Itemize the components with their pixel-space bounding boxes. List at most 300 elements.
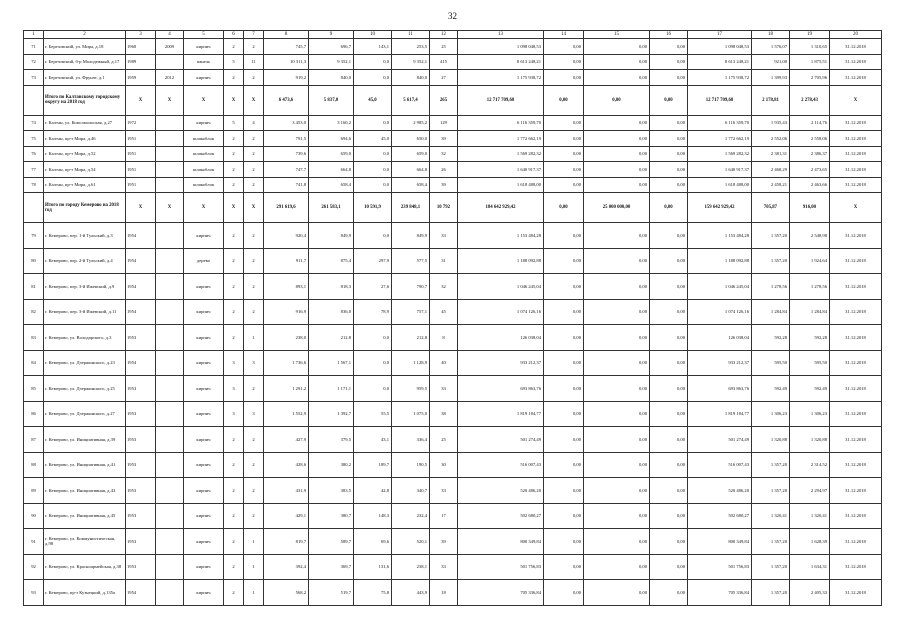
- value-cell: 705,87: [752, 193, 790, 223]
- value-cell: 2 468,29: [752, 162, 790, 178]
- address-cell: г. Кемерово, ул. Дзержинского, д.25: [44, 376, 126, 402]
- value-cell: 2: [224, 223, 244, 249]
- value-cell: 31.12.2018: [830, 177, 882, 193]
- value-cell: 0,00: [650, 478, 688, 504]
- value-cell: 0,00: [584, 325, 650, 351]
- value-cell: 2: [224, 248, 244, 274]
- value-cell: 75,8: [354, 580, 392, 606]
- value-cell: 1954: [126, 299, 156, 325]
- value-cell: 1 399,93: [752, 70, 790, 86]
- value-cell: 2 558,06: [790, 131, 830, 147]
- value-cell: 0,00: [584, 115, 650, 131]
- value-cell: 0,00: [650, 54, 688, 70]
- value-cell: 239 848,1: [392, 193, 430, 223]
- value-cell: 1953: [126, 452, 156, 478]
- value-cell: 1 074 126,16: [458, 299, 544, 325]
- address-cell: г. Березовский, ул. Мира, д.18: [44, 39, 126, 55]
- value-cell: 664,8: [309, 162, 354, 178]
- value-cell: 0,00: [650, 193, 688, 223]
- value-cell: 369,7: [309, 554, 354, 580]
- value-cell: 31.12.2018: [830, 325, 882, 351]
- value-cell: 0,00: [584, 274, 650, 300]
- table-row: [24, 223, 882, 249]
- value-cell: 1 357,20: [752, 529, 790, 555]
- value-cell: 2: [224, 452, 244, 478]
- value-cell: кирпич: [184, 478, 224, 504]
- value-cell: 0,00: [544, 115, 584, 131]
- value-cell: 592,49: [790, 376, 830, 402]
- value-cell: 893,1: [264, 274, 309, 300]
- value-cell: [156, 350, 184, 376]
- column-number-cell: 9: [309, 31, 354, 39]
- value-cell: 2: [224, 274, 244, 300]
- value-cell: 12 717 709,68: [458, 85, 544, 115]
- value-cell: 0,00: [584, 401, 650, 427]
- value-cell: 1 772 662,19: [688, 131, 752, 147]
- value-cell: 516 007,43: [458, 452, 544, 478]
- value-cell: 0,0: [354, 325, 392, 351]
- value-cell: 0,0: [354, 54, 392, 70]
- value-cell: 1 046 245,04: [688, 274, 752, 300]
- value-cell: 658,4: [392, 177, 430, 193]
- value-cell: 25: [430, 39, 458, 55]
- column-number-cell: 14: [544, 31, 584, 39]
- value-cell: [156, 529, 184, 555]
- table-row: [24, 478, 882, 504]
- value-cell: 1953: [126, 529, 156, 555]
- address-cell: Итого по городу Кемерово на 2018 год: [44, 193, 126, 223]
- value-cell: 849,9: [392, 223, 430, 249]
- value-cell: 2: [224, 427, 244, 453]
- value-cell: 1954: [126, 580, 156, 606]
- value-cell: 1 569 282,32: [458, 146, 544, 162]
- value-cell: 919,2: [264, 70, 309, 86]
- value-cell: 126 038,04: [458, 325, 544, 351]
- value-cell: 1972: [126, 115, 156, 131]
- value-cell: 0,00: [584, 85, 650, 115]
- value-cell: 42,8: [354, 478, 392, 504]
- value-cell: 1 284,84: [752, 299, 790, 325]
- value-cell: 2 314,52: [790, 452, 830, 478]
- address-cell: г. Кемерово, ул. Инициативная, д.39: [44, 427, 126, 453]
- value-cell: 0,00: [584, 376, 650, 402]
- value-cell: 9 352,1: [392, 54, 430, 70]
- value-cell: 380,7: [309, 503, 354, 529]
- value-cell: 790,7: [392, 274, 430, 300]
- value-cell: 31.12.2018: [830, 131, 882, 147]
- value-cell: 595,50: [790, 350, 830, 376]
- address-cell: г. Калтан, ул. Комсомольская, д.27: [44, 115, 126, 131]
- row-number-cell: 89: [24, 478, 44, 504]
- value-cell: 0,00: [544, 248, 584, 274]
- value-cell: 921,00: [752, 54, 790, 70]
- value-cell: 516 007,43: [688, 452, 752, 478]
- value-cell: 696,7: [309, 39, 354, 55]
- value-cell: 212,8: [309, 325, 354, 351]
- row-number-cell: 91: [24, 529, 44, 555]
- row-number-cell: [24, 85, 44, 115]
- value-cell: 1951: [126, 177, 156, 193]
- row-number-cell: [24, 193, 44, 223]
- value-cell: 39: [430, 131, 458, 147]
- value-cell: 0,0: [354, 350, 392, 376]
- value-cell: 31.12.2018: [830, 70, 882, 86]
- value-cell: 2 985,2: [392, 115, 430, 131]
- value-cell: 568,2: [264, 580, 309, 606]
- address-cell: г. Калтан, пр-т Мира, д.52: [44, 146, 126, 162]
- value-cell: 45,0: [354, 85, 392, 115]
- value-cell: 1954: [126, 223, 156, 249]
- value-cell: 0,00: [584, 554, 650, 580]
- value-cell: 30: [430, 452, 458, 478]
- value-cell: 6 116 359,70: [458, 115, 544, 131]
- value-cell: 31.12.2018: [830, 54, 882, 70]
- value-cell: 1 188 092,88: [458, 248, 544, 274]
- value-cell: 253,5: [392, 39, 430, 55]
- table-row: [24, 554, 882, 580]
- value-cell: 0,0: [354, 115, 392, 131]
- value-cell: 2: [224, 162, 244, 178]
- value-cell: 1 924,64: [790, 248, 830, 274]
- value-cell: шлакоблок: [184, 162, 224, 178]
- row-number-cell: 73: [24, 70, 44, 86]
- value-cell: 31.12.2018: [830, 115, 882, 131]
- value-cell: 10 591,9: [354, 193, 392, 223]
- value-cell: 0,0: [354, 70, 392, 86]
- value-cell: 840,0: [392, 70, 430, 86]
- value-cell: 0,00: [650, 554, 688, 580]
- row-number-cell: 76: [24, 146, 44, 162]
- value-cell: 0,00: [544, 39, 584, 55]
- value-cell: 1 278,56: [790, 274, 830, 300]
- value-cell: 1 098 048,53: [458, 39, 544, 55]
- table-row: [24, 115, 882, 131]
- value-cell: 2: [224, 580, 244, 606]
- value-cell: 0,00: [544, 350, 584, 376]
- value-cell: 2: [244, 70, 264, 86]
- value-cell: 0,00: [584, 580, 650, 606]
- value-cell: 3: [224, 401, 244, 427]
- value-cell: 431,9: [264, 478, 309, 504]
- value-cell: 0,00: [584, 427, 650, 453]
- value-cell: 2 381,31: [752, 146, 790, 162]
- value-cell: 33: [430, 223, 458, 249]
- value-cell: 0,00: [584, 70, 650, 86]
- value-cell: 31.12.2018: [830, 452, 882, 478]
- value-cell: 31.12.2018: [830, 427, 882, 453]
- value-cell: 2009: [156, 39, 184, 55]
- value-cell: 1 357,20: [752, 452, 790, 478]
- value-cell: 520 486,20: [458, 478, 544, 504]
- address-cell: г. Кемерово, ул. Коммунистическая, д.98: [44, 529, 126, 555]
- value-cell: 2 386,37: [790, 146, 830, 162]
- value-cell: 38: [430, 401, 458, 427]
- value-cell: 31.12.2018: [830, 401, 882, 427]
- value-cell: 0,00: [544, 177, 584, 193]
- value-cell: 501 274,49: [688, 427, 752, 453]
- value-cell: 501 274,49: [458, 427, 544, 453]
- value-cell: [156, 478, 184, 504]
- value-cell: 1 618 488,00: [458, 177, 544, 193]
- value-cell: [156, 131, 184, 147]
- value-cell: 0,00: [584, 452, 650, 478]
- value-cell: 577,5: [392, 248, 430, 274]
- value-cell: 2 705,96: [790, 70, 830, 86]
- value-cell: 1 320,41: [752, 503, 790, 529]
- value-cell: 1954: [126, 350, 156, 376]
- value-cell: 1951: [126, 146, 156, 162]
- table-row: [24, 325, 882, 351]
- value-cell: 502 680,27: [458, 503, 544, 529]
- value-cell: 520 486,20: [688, 478, 752, 504]
- value-cell: 1 153 484,28: [458, 223, 544, 249]
- address-cell: г. Кемерово, пр-т Кузнецкий, д.135а: [44, 580, 126, 606]
- value-cell: 184 642 929,42: [458, 193, 544, 223]
- value-cell: 2 178,81: [752, 85, 790, 115]
- address-cell: г. Кемерово, пер. 1-й Тульский, д.3: [44, 223, 126, 249]
- value-cell: кирпич: [184, 376, 224, 402]
- row-number-cell: 79: [24, 223, 44, 249]
- column-number-cell: 17: [688, 31, 752, 39]
- value-cell: 0,00: [650, 529, 688, 555]
- address-cell: г. Калтан, пр-т Мира, д.61: [44, 177, 126, 193]
- value-cell: 1 153 484,28: [688, 223, 752, 249]
- value-cell: 659,0: [392, 146, 430, 162]
- address-cell: г. Кемерово, ул. Инициативная, д.45: [44, 503, 126, 529]
- value-cell: 1 357,20: [752, 248, 790, 274]
- value-cell: 1: [244, 554, 264, 580]
- value-cell: 1 175 938,72: [688, 70, 752, 86]
- value-cell: 33: [430, 478, 458, 504]
- value-cell: 0,0: [354, 376, 392, 402]
- value-cell: 427,9: [264, 427, 309, 453]
- value-cell: 502 680,27: [688, 503, 752, 529]
- value-cell: 791,5: [264, 131, 309, 147]
- value-cell: 659,0: [309, 146, 354, 162]
- table-body: [24, 31, 882, 606]
- row-number-cell: 86: [24, 401, 44, 427]
- table-row: [24, 177, 882, 193]
- value-cell: 501 756,83: [458, 554, 544, 580]
- value-cell: 0,00: [650, 350, 688, 376]
- value-cell: 297,9: [354, 248, 392, 274]
- table-row: [24, 452, 882, 478]
- value-cell: 10 311,3: [264, 54, 309, 70]
- column-number-cell: 16: [650, 31, 688, 39]
- value-cell: 2: [244, 39, 264, 55]
- row-number-cell: 84: [24, 350, 44, 376]
- row-number-cell: 83: [24, 325, 44, 351]
- value-cell: 875,4: [309, 248, 354, 274]
- value-cell: 2: [224, 70, 244, 86]
- value-cell: 31.12.2018: [830, 580, 882, 606]
- value-cell: 1: [244, 325, 264, 351]
- value-cell: 664,8: [392, 162, 430, 178]
- value-cell: 31.12.2018: [830, 503, 882, 529]
- row-number-cell: 88: [24, 452, 44, 478]
- value-cell: 933 212,37: [688, 350, 752, 376]
- value-cell: 800 349,84: [688, 529, 752, 555]
- value-cell: 2 463,66: [790, 177, 830, 193]
- value-cell: 31.12.2018: [830, 39, 882, 55]
- value-cell: кирпич: [184, 325, 224, 351]
- row-number-cell: 81: [24, 274, 44, 300]
- value-cell: 31.12.2018: [830, 554, 882, 580]
- value-cell: 0,00: [650, 85, 688, 115]
- value-cell: 1960: [126, 39, 156, 55]
- value-cell: 1 074 126,16: [688, 299, 752, 325]
- value-cell: 31.12.2018: [830, 299, 882, 325]
- row-number-cell: 90: [24, 503, 44, 529]
- column-number-cell: 4: [156, 31, 184, 39]
- value-cell: 1 284,84: [790, 299, 830, 325]
- value-cell: 2: [244, 376, 264, 402]
- row-number-cell: 82: [24, 299, 44, 325]
- value-cell: 5 617,4: [392, 85, 430, 115]
- value-cell: 26: [430, 162, 458, 178]
- row-number-cell: 80: [24, 248, 44, 274]
- value-cell: 0,00: [544, 580, 584, 606]
- address-cell: г. Калтан, пр-т Мира, д.46: [44, 131, 126, 147]
- table-row: [24, 350, 882, 376]
- value-cell: 0,00: [650, 131, 688, 147]
- value-cell: [156, 177, 184, 193]
- value-cell: 0,00: [544, 193, 584, 223]
- value-cell: 31.12.2018: [830, 376, 882, 402]
- value-cell: 0,00: [650, 223, 688, 249]
- value-cell: 1 640 917,37: [688, 162, 752, 178]
- value-cell: 1 357,20: [752, 554, 790, 580]
- value-cell: 1953: [126, 554, 156, 580]
- value-cell: кирпич: [184, 223, 224, 249]
- value-cell: 159 642 929,42: [688, 193, 752, 223]
- value-cell: 0,00: [650, 274, 688, 300]
- value-cell: 0,00: [544, 299, 584, 325]
- value-cell: 0,00: [584, 299, 650, 325]
- value-cell: 265: [430, 85, 458, 115]
- value-cell: 0,00: [650, 503, 688, 529]
- value-cell: 1 576,07: [752, 39, 790, 55]
- value-cell: X: [830, 85, 882, 115]
- value-cell: 693 863,76: [688, 376, 752, 402]
- value-cell: 694,6: [309, 131, 354, 147]
- value-cell: 520,1: [392, 529, 430, 555]
- value-cell: X: [224, 85, 244, 115]
- value-cell: 0,00: [650, 580, 688, 606]
- value-cell: X: [184, 85, 224, 115]
- value-cell: 2: [224, 529, 244, 555]
- value-cell: 18: [430, 580, 458, 606]
- row-number-cell: 74: [24, 115, 44, 131]
- value-cell: 3 160,2: [309, 115, 354, 131]
- value-cell: кирпич: [184, 70, 224, 86]
- value-cell: 33: [430, 554, 458, 580]
- value-cell: 69,6: [354, 529, 392, 555]
- value-cell: 1 819 184,77: [688, 401, 752, 427]
- value-cell: 0,00: [584, 223, 650, 249]
- value-cell: 2: [244, 131, 264, 147]
- value-cell: 27,6: [354, 274, 392, 300]
- value-cell: 800 349,84: [458, 529, 544, 555]
- value-cell: 1 357,20: [752, 478, 790, 504]
- value-cell: 2: [244, 146, 264, 162]
- value-cell: 1 306,23: [752, 401, 790, 427]
- value-cell: 739,6: [264, 146, 309, 162]
- value-cell: 0,00: [544, 376, 584, 402]
- value-cell: 1953: [126, 325, 156, 351]
- address-cell: г. Калтан, пр-т Мира, д.54: [44, 162, 126, 178]
- table-row: [24, 54, 882, 70]
- table-row: [24, 427, 882, 453]
- value-cell: 0,00: [650, 401, 688, 427]
- value-cell: [156, 115, 184, 131]
- table-row: [24, 376, 882, 402]
- value-cell: 31: [430, 248, 458, 274]
- value-cell: 31.12.2018: [830, 223, 882, 249]
- value-cell: 9 352,1: [309, 54, 354, 70]
- value-cell: 31.12.2018: [830, 274, 882, 300]
- value-cell: 31.12.2018: [830, 529, 882, 555]
- value-cell: кирпич: [184, 39, 224, 55]
- value-cell: 1951: [126, 162, 156, 178]
- value-cell: 2: [224, 177, 244, 193]
- table-row: [24, 503, 882, 529]
- address-cell: г. Березовский, б-р Молодежный, д.17: [44, 54, 126, 70]
- value-cell: 261 583,1: [309, 193, 354, 223]
- row-number-cell: 92: [24, 554, 44, 580]
- value-cell: 0,00: [650, 162, 688, 178]
- table-row: [24, 401, 882, 427]
- value-cell: 232,4: [392, 503, 430, 529]
- value-cell: 2: [244, 274, 264, 300]
- address-cell: г. Кемерово, ул. Дзержинского, д.23: [44, 350, 126, 376]
- value-cell: 0,00: [584, 162, 650, 178]
- value-cell: 12 717 709,68: [688, 85, 752, 115]
- value-cell: 1 320,41: [790, 503, 830, 529]
- value-cell: 2: [244, 162, 264, 178]
- value-cell: дерево: [184, 248, 224, 274]
- value-cell: 6 473,6: [264, 85, 309, 115]
- value-cell: 2: [224, 325, 244, 351]
- value-cell: 1953: [126, 376, 156, 402]
- value-cell: 31.12.2018: [830, 350, 882, 376]
- value-cell: X: [126, 85, 156, 115]
- value-cell: 25: [430, 427, 458, 453]
- column-number-cell: 12: [430, 31, 458, 39]
- value-cell: 3: [244, 350, 264, 376]
- value-cell: кирпич: [184, 427, 224, 453]
- value-cell: [156, 452, 184, 478]
- value-cell: кирпич: [184, 115, 224, 131]
- value-cell: 0,00: [584, 146, 650, 162]
- value-cell: 32: [430, 274, 458, 300]
- row-number-cell: 93: [24, 580, 44, 606]
- value-cell: 1 075,0: [392, 401, 430, 427]
- value-cell: 0,00: [650, 248, 688, 274]
- total-row: [24, 193, 882, 223]
- value-cell: 0,00: [584, 177, 650, 193]
- value-cell: 0,00: [584, 503, 650, 529]
- value-cell: 2: [244, 478, 264, 504]
- value-cell: 45: [430, 299, 458, 325]
- value-cell: 0,0: [354, 146, 392, 162]
- value-cell: 2: [224, 146, 244, 162]
- value-cell: 0,00: [544, 162, 584, 178]
- value-cell: 741,8: [264, 177, 309, 193]
- column-number-cell: 8: [264, 31, 309, 39]
- value-cell: 31.12.2018: [830, 146, 882, 162]
- value-cell: 238,1: [392, 554, 430, 580]
